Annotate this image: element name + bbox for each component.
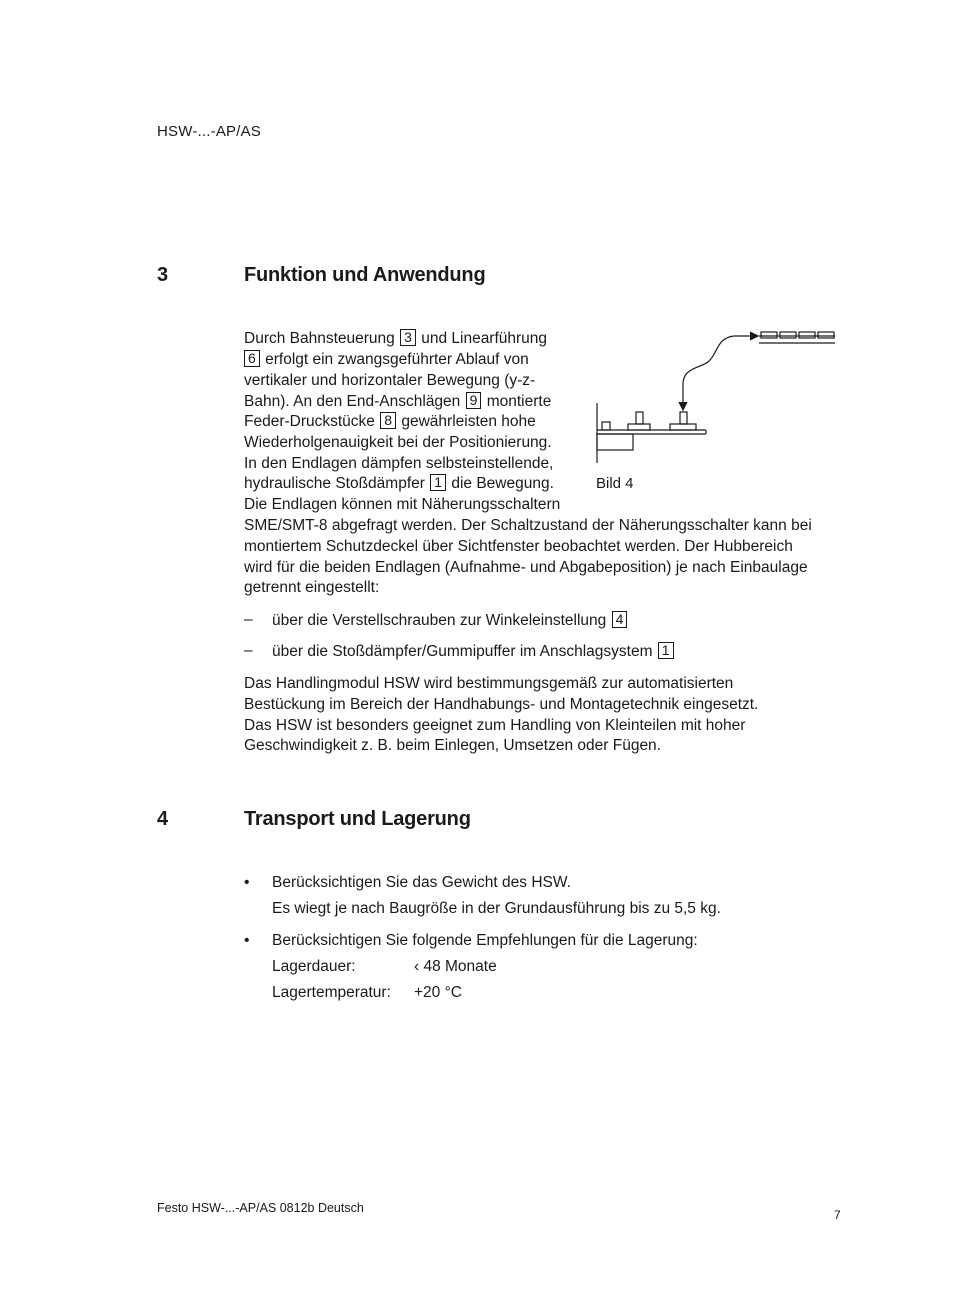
base-plate xyxy=(597,403,706,463)
dash-marker: – xyxy=(244,642,253,659)
text: Durch Bahnsteuerung xyxy=(244,330,395,347)
storage-duration-value: ‹ 48 Monate xyxy=(414,958,497,975)
text-line xyxy=(244,474,554,494)
text: hydraulische Stoßdämpfer xyxy=(244,475,425,492)
text-line xyxy=(244,412,536,432)
page-number: 7 xyxy=(834,1208,841,1222)
text-line xyxy=(244,392,551,412)
section-number: 4 xyxy=(157,808,169,830)
text-line: montiertem Schutzdeckel über Sichtfenster beobachtet werden. Der Hubbereich xyxy=(244,538,793,555)
list-item-text: Berücksichtigen Sie folgende Empfehlungen für die Lagerung: xyxy=(272,932,698,949)
text-line: In den Endlagen dämpfen selbsteinstellende, xyxy=(244,455,554,472)
reference-number-box: 1 xyxy=(430,474,446,491)
text: erfolgt ein zwangsgeführter Ablauf von xyxy=(265,351,529,368)
text-line: Das HSW ist besonders geeignet zum Handling von Kleinteilen mit hoher xyxy=(244,717,746,734)
reference-number-box: 1 xyxy=(658,642,674,659)
text-line: vertikaler und horizontaler Bewegung (y-z- xyxy=(244,372,536,389)
reference-number-box: 4 xyxy=(612,611,628,628)
bullet-marker: • xyxy=(244,874,250,891)
text-line: Das Handlingmodul HSW wird bestimmungsgemäß zur automatisierten xyxy=(244,675,734,692)
text: und Linearführung xyxy=(421,330,548,347)
text-line: Geschwindigkeit z. B. beim Einlegen, Umsetzen oder Fügen. xyxy=(244,737,661,754)
section-title: Funktion und Anwendung xyxy=(244,264,486,286)
list-item-text: Berücksichtigen Sie das Gewicht des HSW. xyxy=(272,874,571,891)
reference-number-box: 8 xyxy=(380,412,396,429)
text-line: Wiederholgenauigkeit bei der Positionierung. xyxy=(244,434,552,451)
list-item-text: Es wiegt je nach Baugröße in der Grundausführung bis zu 5,5 kg. xyxy=(272,900,721,917)
arrow-head-right xyxy=(750,332,758,340)
text: montierte xyxy=(486,393,552,410)
pallet-strip xyxy=(759,332,835,343)
text: über die Verstellschrauben zur Winkeleinstellung xyxy=(272,612,607,629)
list-item-text xyxy=(272,642,675,661)
running-header: HSW-...-AP/AS xyxy=(157,123,262,140)
text: über die Stoßdämpfer/Gummipuffer im Anschlagsystem xyxy=(272,643,653,660)
text: die Bewegung. xyxy=(451,475,554,492)
arrow-head-down xyxy=(679,402,687,410)
storage-temperature-label: Lagertemperatur: xyxy=(272,984,391,1001)
text-line: getrennt eingestellt: xyxy=(244,579,380,596)
text-line: SME/SMT-8 abgefragt werden. Der Schaltzustand der Näherungsschalter kann bei xyxy=(244,517,812,534)
reference-number-box: 9 xyxy=(466,392,482,409)
text: Bahn). An den End-Anschlägen xyxy=(244,393,461,410)
text-line: Bestückung im Bereich der Handhabungs- und Montagetechnik eingesetzt. xyxy=(244,696,759,713)
storage-duration-label: Lagerdauer: xyxy=(272,958,356,975)
footer-document-id: Festo HSW-...-AP/AS 0812b Deutsch xyxy=(157,1201,364,1215)
text-line: wird für die beiden Endlagen (Aufnahme- und Abgabeposition) je nach Einbaulage xyxy=(244,559,808,576)
text-line xyxy=(244,329,547,349)
bullet-marker: • xyxy=(244,932,250,949)
storage-temperature-value: +20 °C xyxy=(414,984,462,1001)
text-line: Die Endlagen können mit Näherungsschaltern xyxy=(244,496,561,513)
reference-number-box: 3 xyxy=(400,329,416,346)
section-title: Transport und Lagerung xyxy=(244,808,471,830)
text: Feder-Druckstücke xyxy=(244,413,375,430)
section-number: 3 xyxy=(157,264,169,286)
path-diagram xyxy=(590,326,844,468)
list-item-text xyxy=(272,611,628,630)
transfer-path xyxy=(683,336,756,408)
reference-number-box: 6 xyxy=(244,350,260,367)
text-line xyxy=(244,350,529,370)
text: gewährleisten hohe xyxy=(401,413,536,430)
dash-marker: – xyxy=(244,611,253,628)
figure-caption: Bild 4 xyxy=(596,475,634,492)
